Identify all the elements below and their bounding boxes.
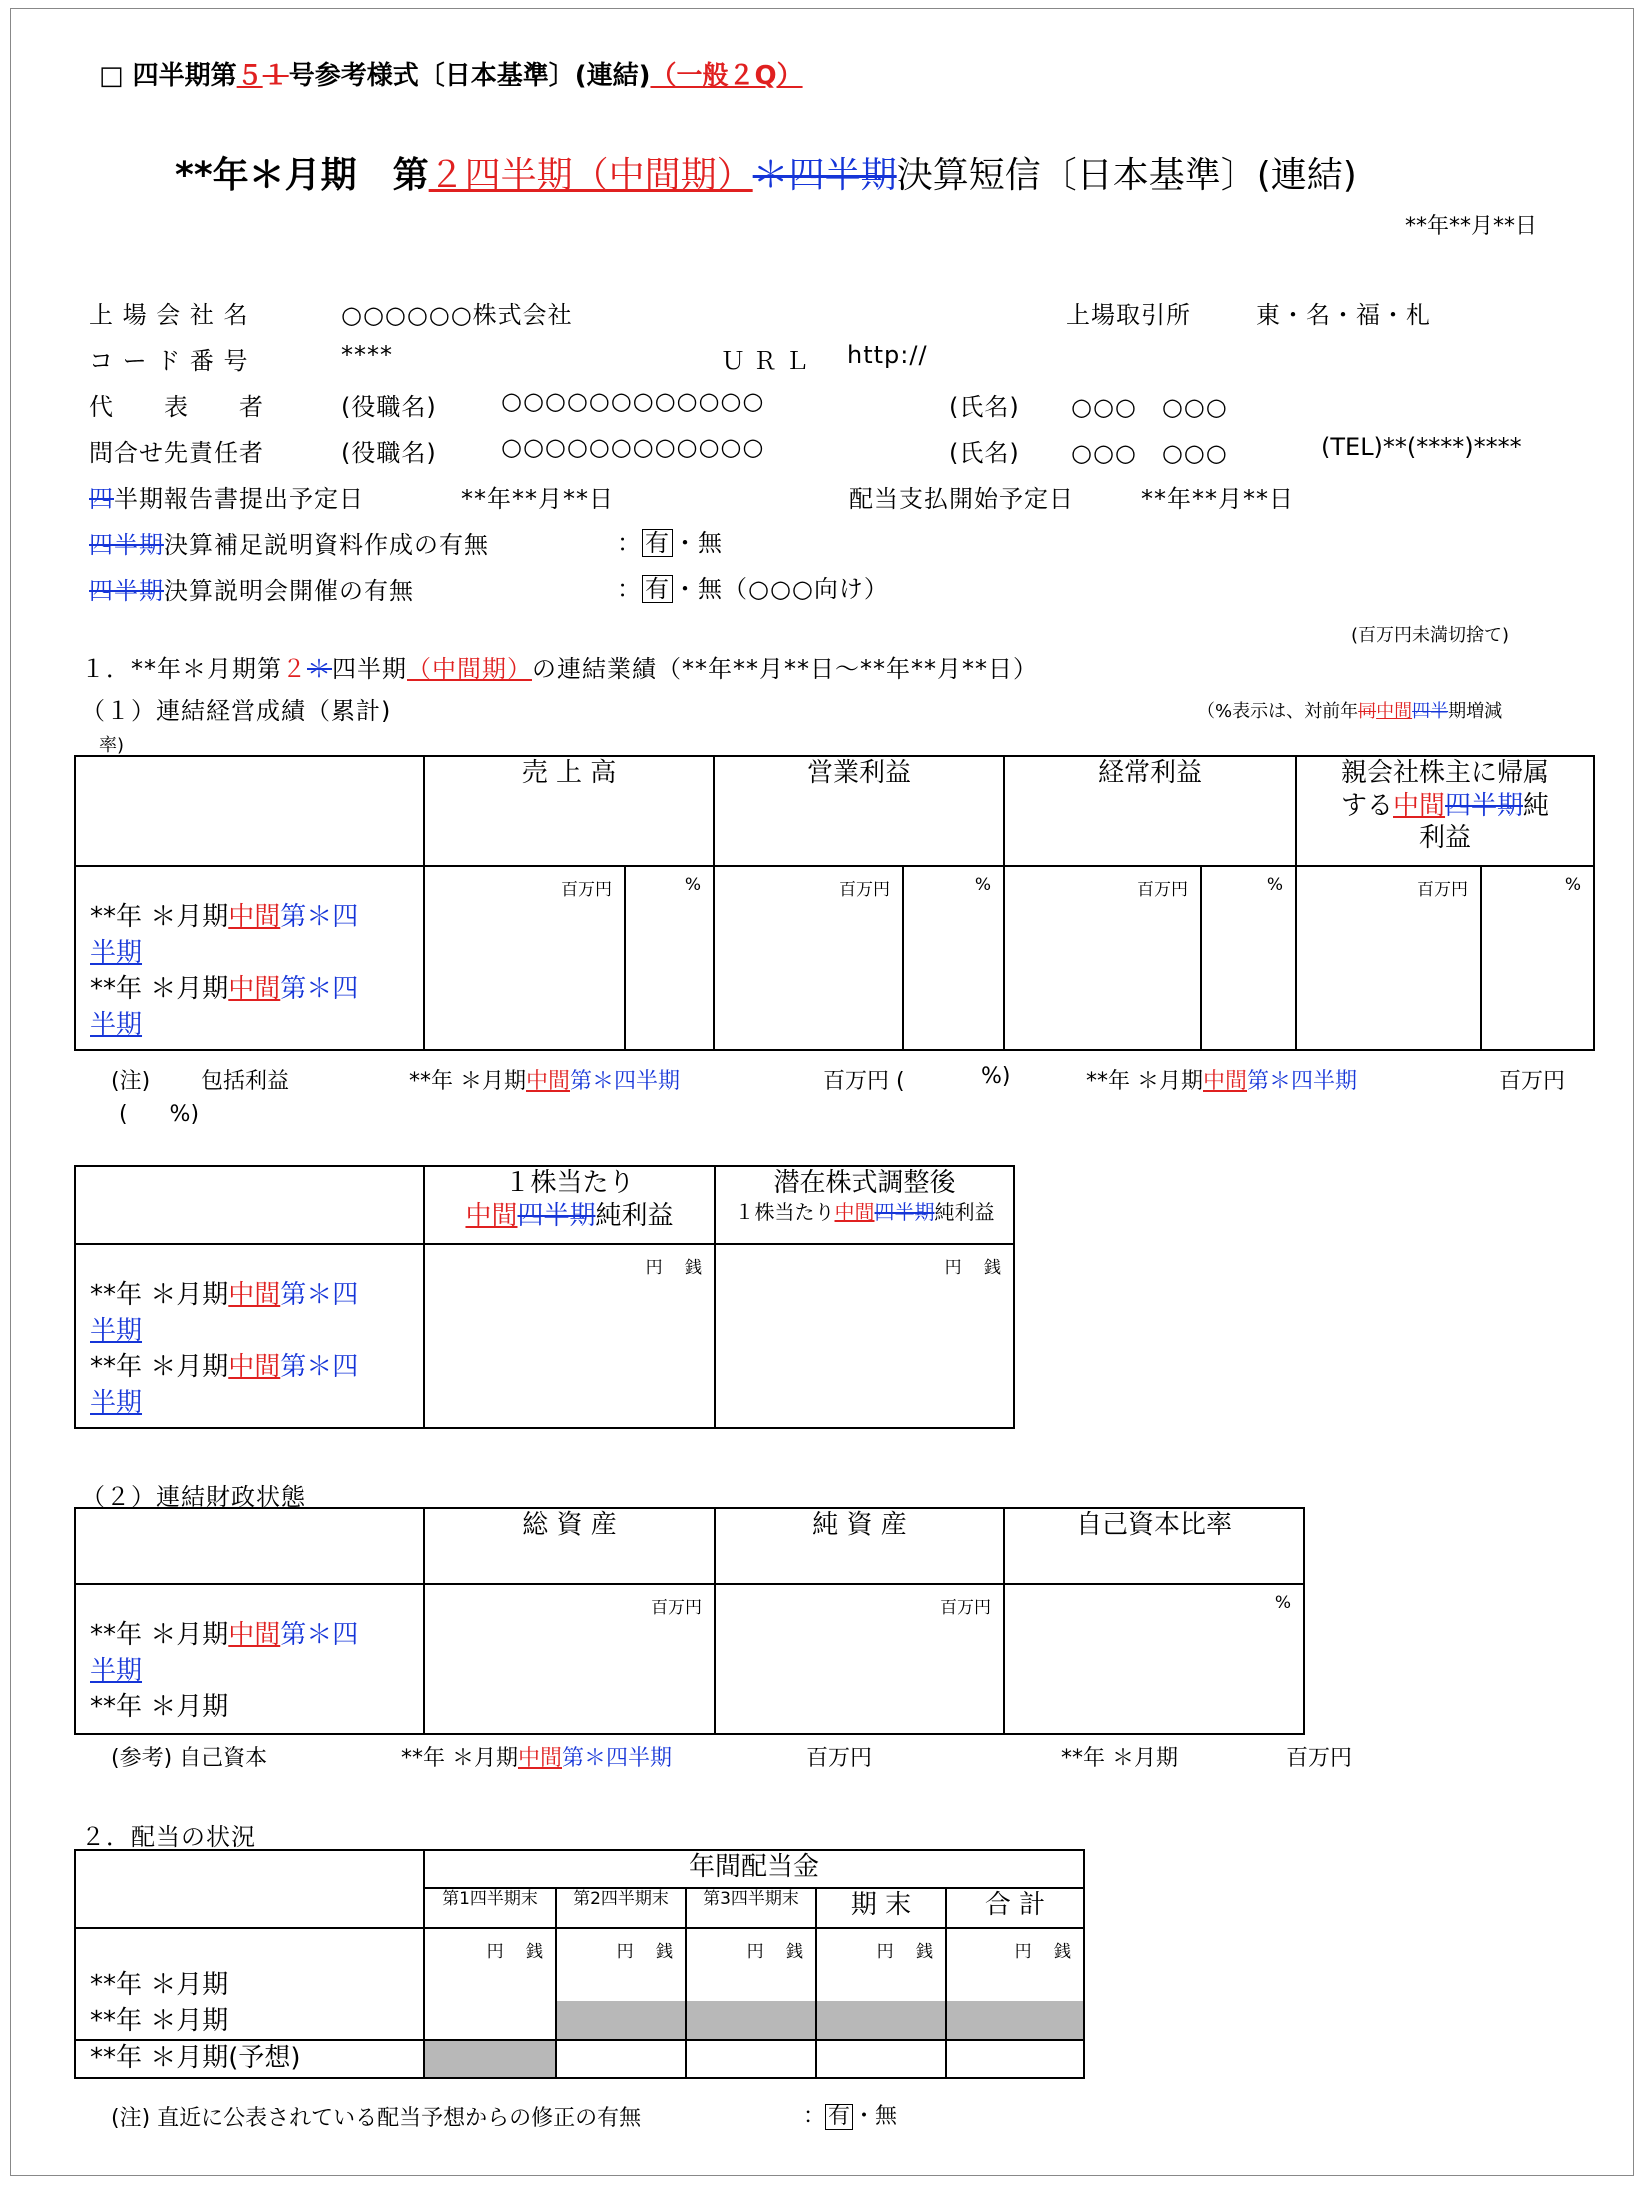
unit-pct: % xyxy=(974,875,992,895)
comprehensive-note: (注) xyxy=(111,1069,151,1094)
fin-row-label: **年 ＊月期中間第＊四 半期 **年 ＊月期 xyxy=(75,1584,424,1734)
div-forecast-q2 xyxy=(556,2040,686,2078)
exchange-label: 上場取引所 xyxy=(1066,301,1191,329)
div-col-year-end: 期 末 xyxy=(850,1890,912,1920)
equity-ref-period2: **年 ＊月期 xyxy=(1061,1746,1178,1771)
eps-header-basic: １株当たり 中間四半期純利益 xyxy=(465,1168,674,1231)
div-rows-label: **年 ＊月期 **年 ＊月期 xyxy=(75,1928,424,2040)
dividend-revision-note: (注) 直近に公表されている配当予想からの修正の有無 xyxy=(111,2106,642,2131)
contact-title: ○○○○○○○○○○○○ xyxy=(501,433,765,461)
performance-table xyxy=(74,755,1595,1051)
eps-table xyxy=(74,1165,1015,1429)
div-forecast-label: **年 ＊月期(予想) xyxy=(75,2040,424,2078)
eps-header-blank xyxy=(75,1166,424,1244)
perf-header-blank xyxy=(75,756,424,866)
financial-position-table xyxy=(74,1507,1305,1735)
unit-yen-sen: 円 銭 xyxy=(486,1942,543,1962)
unit-million: 百万円 xyxy=(1417,880,1469,900)
div-forecast-year-end xyxy=(816,2040,946,2078)
contact-name: ○○○ ○○○ xyxy=(1071,439,1228,467)
contact-name-label: (氏名) xyxy=(949,439,1020,467)
briefing-value: ： 有 ・無（○○○向け） xyxy=(617,575,889,603)
div-col-total: 合 計 xyxy=(984,1890,1046,1920)
eps-header-diluted: 潜在株式調整後 １株当たり中間四半期純利益 xyxy=(734,1168,995,1224)
code-label: コ ー ド 番 号 xyxy=(89,347,249,375)
checkbox-icon: □ xyxy=(99,61,124,91)
div-header-annual: 年間配当金 xyxy=(689,1852,820,1882)
exchange-value: 東・名・福・札 xyxy=(1256,301,1431,329)
unit-yen-sen: 円 銭 xyxy=(616,1942,673,1962)
code-value: **** xyxy=(341,341,393,369)
template-title: □ 四半期第５１号参考様式〔日本基準〕(連結)（一般２Q） xyxy=(99,61,803,91)
equity-ref-period1: **年 ＊月期中間第＊四半期 xyxy=(401,1746,673,1771)
report-filing-date: **年**月**日 xyxy=(461,485,614,513)
unit-million: 百万円 xyxy=(1137,880,1189,900)
perf-header-net: 親会社株主に帰属 する中間四半期純 利益 xyxy=(1341,758,1550,853)
div-col-q1: 第1四半期末 xyxy=(442,1889,538,1909)
company-name: ○○○○○○株式会社 xyxy=(341,301,573,329)
unit-yen-sen: 円 銭 xyxy=(746,1942,803,1962)
main-title: **年＊月期 第２四半期（中間期）＊四半期決算短信〔日本基準〕(連結) xyxy=(175,155,1357,196)
report-filing-label: 四半期報告書提出予定日 xyxy=(89,485,364,513)
comprehensive-unit2: 百万円 xyxy=(1499,1069,1566,1094)
unit-yen-sen: 円 銭 xyxy=(876,1942,933,1962)
document-page xyxy=(10,8,1634,2176)
div-forecast-total xyxy=(946,2040,1084,2078)
unit-million: 百万円 xyxy=(561,880,612,900)
sub2-title: （２）連結財政状態 xyxy=(81,1483,306,1511)
comprehensive-period2: **年 ＊月期中間第＊四半期 xyxy=(1086,1069,1358,1094)
url-label: ＵＲＬ xyxy=(721,347,817,375)
equity-ref-unit2: 百万円 xyxy=(1286,1746,1353,1771)
unit-pct: % xyxy=(1266,875,1284,895)
company-name-label: 上 場 会 社 名 xyxy=(89,301,249,329)
supp-material-value: ： 有 ・無 xyxy=(617,529,723,557)
briefing-label: 四半期決算説明会開催の有無 xyxy=(89,577,414,605)
contact-label: 問合せ先責任者 xyxy=(89,439,264,467)
fin-header-blank xyxy=(75,1508,424,1584)
pct-note: （%表示は、対前年同中間四半期増減 xyxy=(1197,701,1503,722)
dividend-table xyxy=(74,1849,1085,2079)
dividend-start-date: **年**月**日 xyxy=(1141,485,1294,513)
rep-name-label: (氏名) xyxy=(949,393,1020,421)
unit-pct: % xyxy=(684,875,701,895)
perf-header-operating: 営業利益 xyxy=(807,758,912,788)
comprehensive-pct1: %) xyxy=(981,1064,1011,1089)
supp-material-label: 四半期決算補足説明資料作成の有無 xyxy=(89,531,489,559)
unit-yen-sen: 円 銭 xyxy=(645,1258,702,1278)
div-header-blank xyxy=(75,1850,424,1928)
unit-million: 百万円 xyxy=(839,880,890,900)
contact-title-label: (役職名) xyxy=(341,439,437,467)
comprehensive-pct2: ( %) xyxy=(119,1102,200,1127)
dividend-start-label: 配当支払開始予定日 xyxy=(849,485,1074,513)
fin-header-assets: 総 資 産 xyxy=(522,1510,617,1540)
section2-heading: ２．配当の状況 xyxy=(81,1823,256,1851)
dividend-revision-value: ： 有 ・無 xyxy=(803,2104,898,2129)
sub1-title: （１）連結経営成績（累計) xyxy=(81,697,392,725)
url-value[interactable]: http:// xyxy=(847,341,928,369)
perf-header-ordinary: 経常利益 xyxy=(1098,758,1203,788)
perf-header-sales: 売 上 高 xyxy=(521,758,617,788)
report-date: **年**月**日 xyxy=(1405,214,1538,239)
comprehensive-unit1: 百万円 ( xyxy=(823,1069,905,1094)
rep-label: 代 表 者 xyxy=(89,393,264,421)
unit-million: 百万円 xyxy=(940,1598,991,1618)
section1-heading: １．**年＊月期第２＊四半期（中間期）の連結業績（**年**月**日～**年**月**日） xyxy=(81,655,1038,683)
equity-ref-label: (参考) 自己資本 xyxy=(111,1746,268,1771)
fin-header-net-assets: 純 資 産 xyxy=(812,1510,907,1540)
unit-million: 百万円 xyxy=(651,1598,702,1618)
div-col-q2: 第2四半期末 xyxy=(573,1889,669,1909)
rep-title: ○○○○○○○○○○○○ xyxy=(501,387,765,415)
perf-row-label: **年 ＊月期中間第＊四 半期 **年 ＊月期中間第＊四 半期 xyxy=(75,866,424,1050)
unit-yen-sen: 円 銭 xyxy=(944,1258,1001,1278)
equity-ref-unit1: 百万円 xyxy=(806,1746,873,1771)
fin-header-equity-ratio: 自己資本比率 xyxy=(1075,1510,1232,1540)
div-col-q3: 第3四半期末 xyxy=(703,1889,799,1909)
rounding-note: (百万円未満切捨て) xyxy=(1351,625,1510,646)
unit-pct: % xyxy=(1274,1593,1291,1613)
div-forecast-q1-shaded xyxy=(424,2040,556,2078)
rep-title-label: (役職名) xyxy=(341,393,437,421)
pct-note-wrap: 率) xyxy=(99,735,125,756)
rep-name: ○○○ ○○○ xyxy=(1071,393,1228,421)
eps-row-label: **年 ＊月期中間第＊四 半期 **年 ＊月期中間第＊四 半期 xyxy=(75,1244,424,1428)
unit-pct: % xyxy=(1564,875,1582,895)
comprehensive-period1: **年 ＊月期中間第＊四半期 xyxy=(409,1069,681,1094)
unit-yen-sen: 円 銭 xyxy=(1014,1942,1072,1962)
div-forecast-q3 xyxy=(686,2040,816,2078)
contact-tel: (TEL)**(****)**** xyxy=(1321,433,1522,461)
comprehensive-label: 包括利益 xyxy=(201,1069,290,1094)
